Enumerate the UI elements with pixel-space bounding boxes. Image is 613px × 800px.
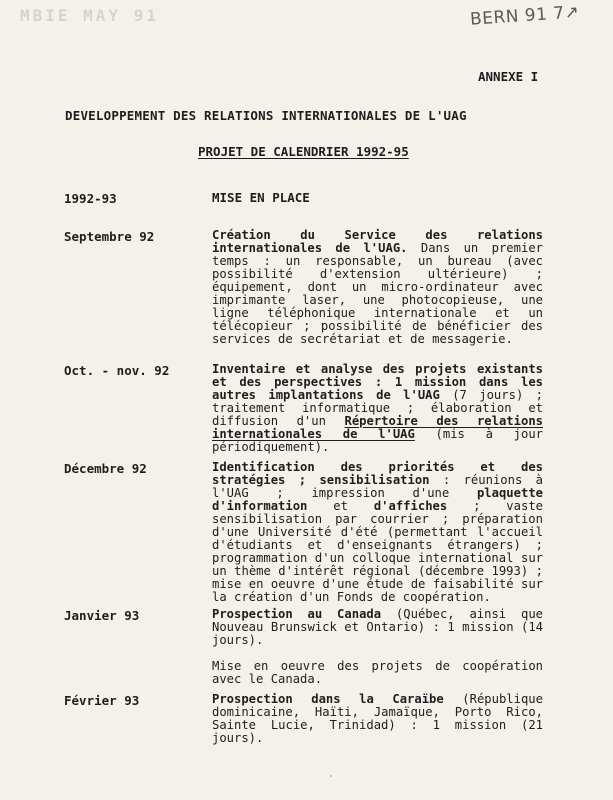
section-text: (République dominicaine, Haïti, Jamaïque, Porto Rico, Sainte Lucie, Trinidad) : 1 mission (21 jours).	[212, 692, 543, 745]
section-date: 1992-93	[64, 191, 117, 206]
section-date: Septembre 92	[64, 229, 155, 244]
handwritten-reference: BERN 91 7↗	[469, 2, 581, 30]
section-bold-text: Prospection dans la Caraïbe	[212, 692, 444, 706]
section-body	[212, 693, 543, 745]
section-bold-text: Identification des priorités et des stratégies ; sensibilisation	[212, 460, 543, 487]
section-text: : réunions à l'UAG ; impression d'une	[212, 473, 543, 500]
section-bold-text: d'affiches	[373, 499, 448, 513]
section-date: Décembre 92	[64, 461, 147, 476]
section-text: (7 jours) ; traitement informatique ; élaboration et diffusion d'un	[212, 388, 543, 428]
section-body	[212, 229, 543, 346]
faint-stamp: MBIE MAY 91	[20, 6, 159, 25]
section-body	[212, 608, 543, 686]
section-bold-text: Prospection au Canada	[212, 607, 382, 621]
section-text: et	[307, 499, 374, 513]
section-text: (mis à jour périodiquement).	[212, 427, 543, 454]
section-bold-text: Création du Service des relations internationales de l'UAG.	[212, 228, 543, 255]
repertoire-title: Répertoire des relations internationales de l'UAG	[212, 414, 543, 441]
section-date: Janvier 93	[64, 608, 140, 623]
section-text: (Québec, ainsi que Nouveau Brunswick et Ontario) : 1 mission (14 jours).	[212, 607, 543, 647]
section-text: ; vaste sensibilisation par courrier ; préparation d'une Université d'été (permettant l'accueil d'étudiants et d'enseignants étrangers) ; programmation d'un colloque international sur un thème d'intérêt régional (décembre 1993) ; mise en oeuvre d'une étude de faisabilité sur la création d'un Fonds de coopération.	[212, 499, 543, 604]
document-title: DEVELOPPEMENT DES RELATIONS INTERNATIONALES DE L'UAG	[65, 108, 467, 123]
section-date: Oct. - nov. 92	[64, 363, 170, 378]
section-bold-text: Inventaire et analyse des projets existants et des perspectives : 1 mission dans les autres implantations de l'UAG	[212, 362, 543, 402]
document-subtitle: PROJET DE CALENDRIER 1992-95	[198, 144, 409, 159]
section-heading: MISE EN PLACE	[212, 190, 310, 205]
section-text: Dans un premier temps : un responsable, un bureau (avec possibilité d'extension ultérieure) ; équipement, dont un micro-ordinateur avec imprimante laser, une photocopieuse, une ligne téléphonique internationale et un télécopieur ; possibilité de bénéficier des services de secrétariat et de messagerie.	[212, 241, 543, 346]
section-paragraph: Mise en oeuvre des projets de coopération avec le Canada.	[212, 659, 543, 686]
section-body	[212, 363, 543, 454]
annexe-label: ANNEXE I	[478, 69, 539, 84]
section-body	[212, 461, 543, 604]
section-bold-text: plaquette d'information	[212, 486, 543, 513]
page-speck	[330, 775, 332, 777]
section-date: Février 93	[64, 693, 140, 708]
